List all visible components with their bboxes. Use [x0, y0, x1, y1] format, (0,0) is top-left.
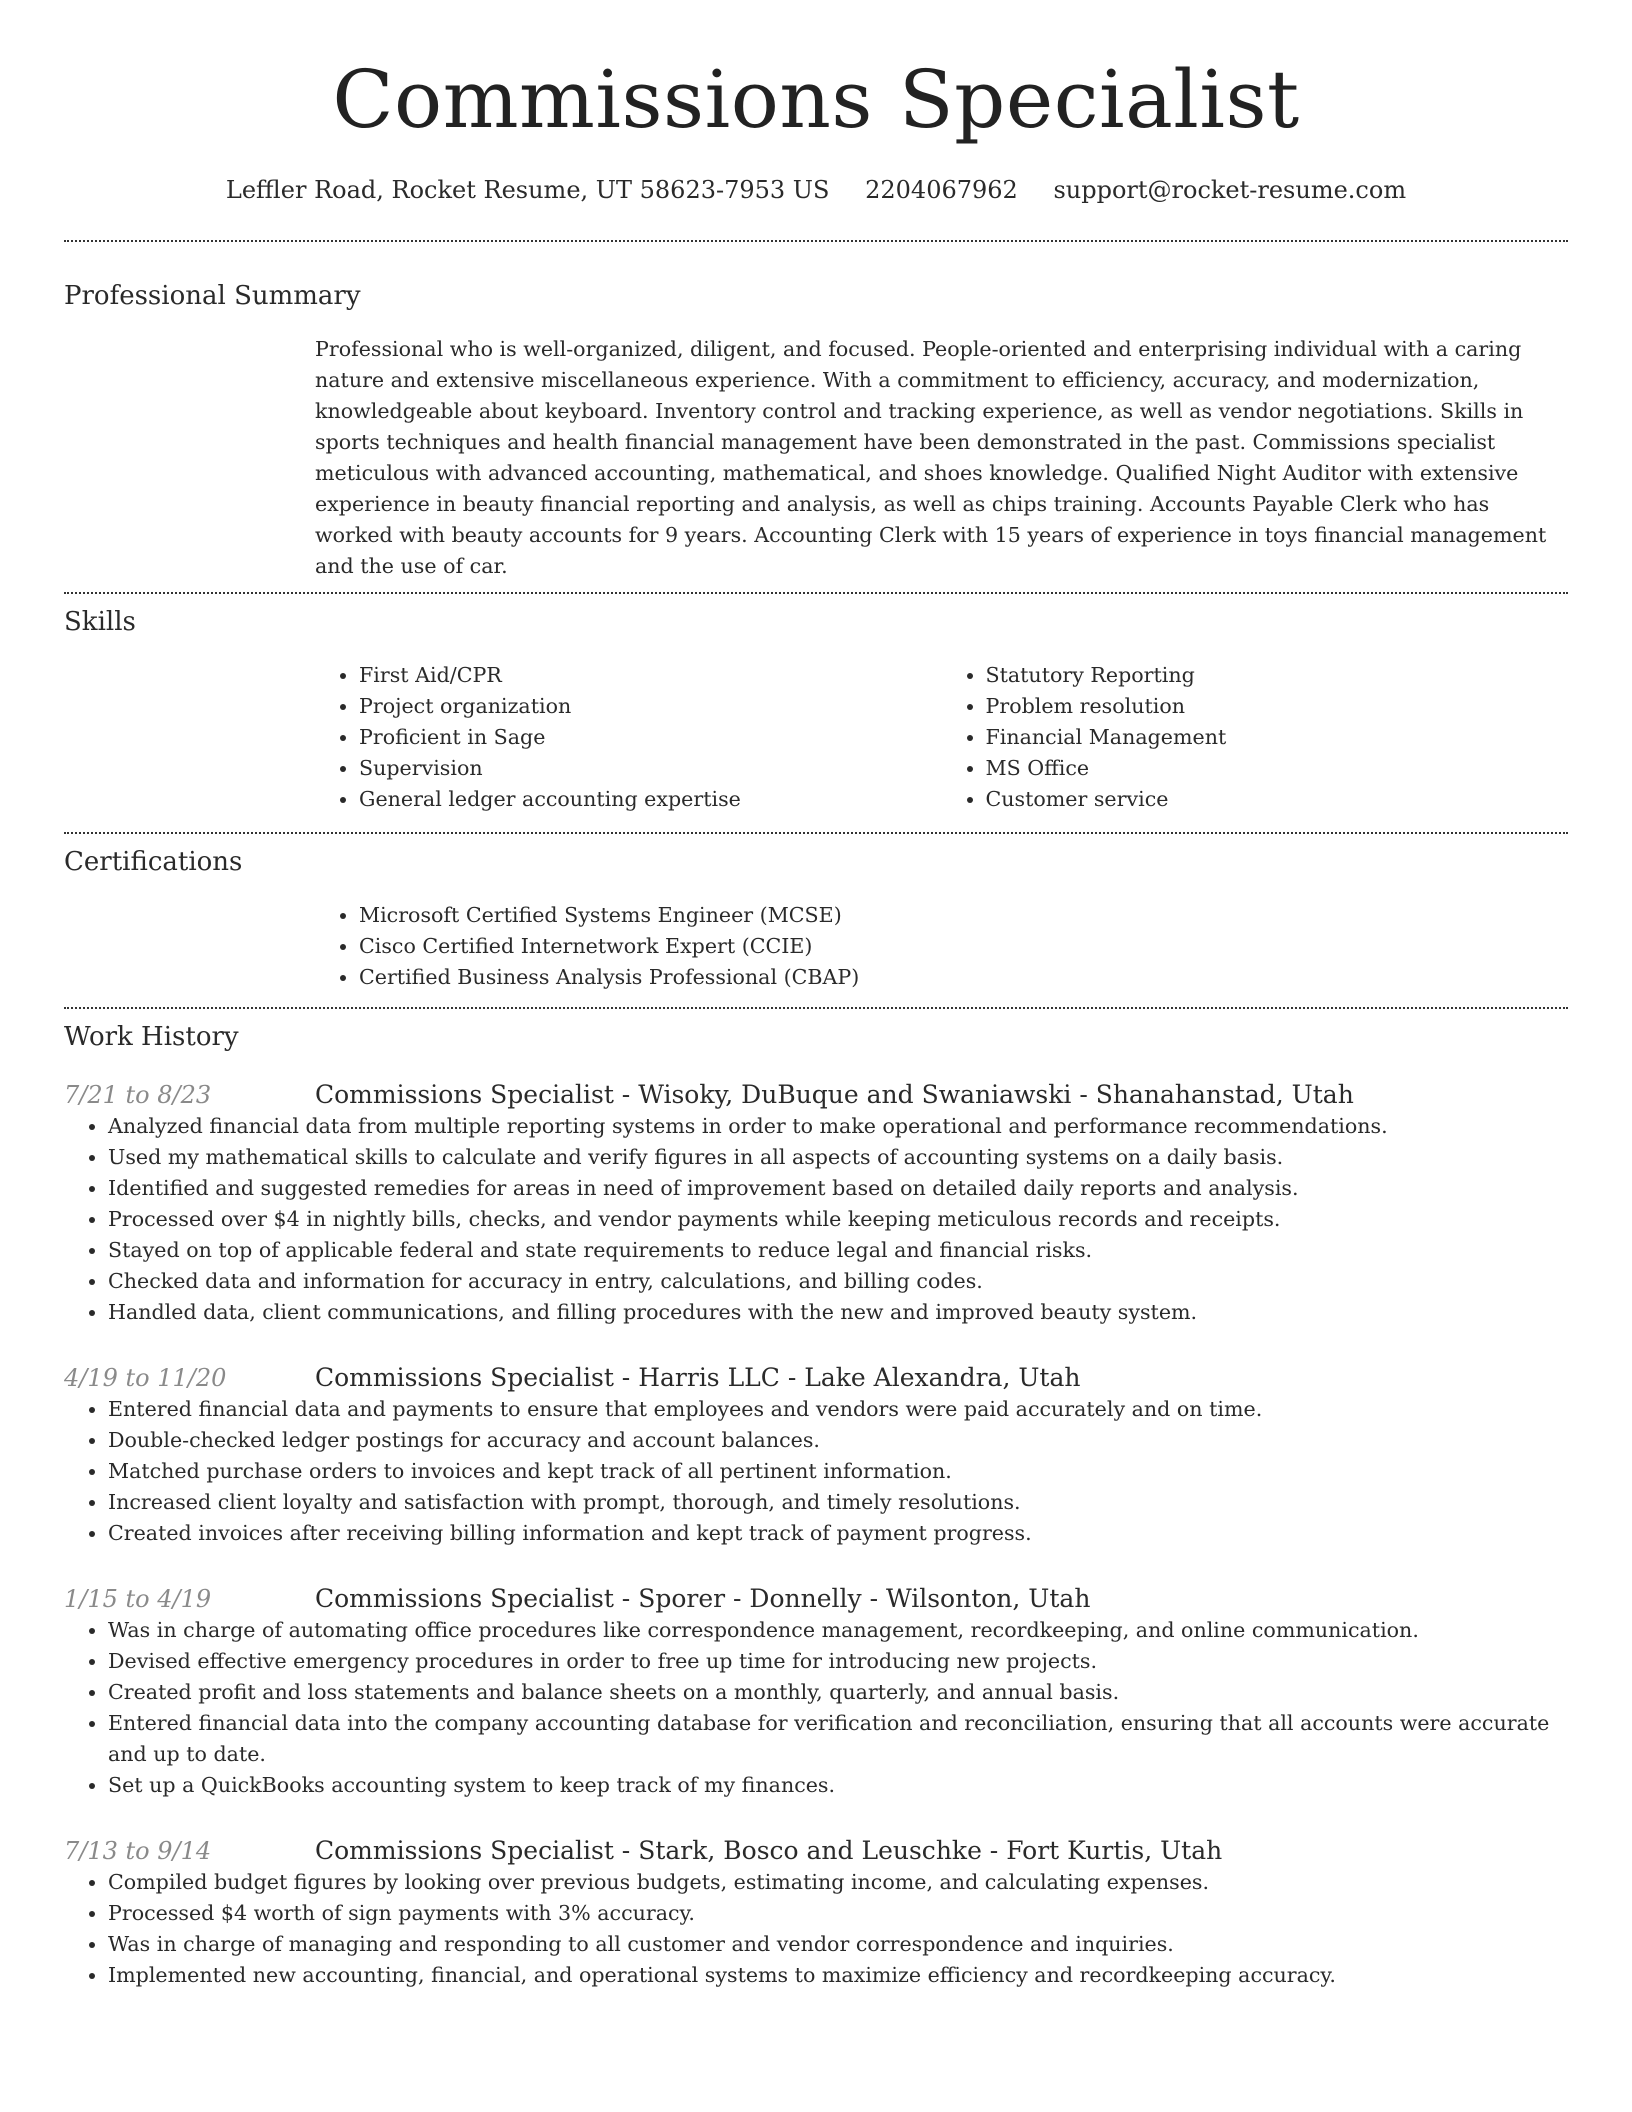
job-entry [64, 1362, 1568, 1549]
job-dates: 7/21 to 8/23 [64, 1081, 212, 1109]
certifications-list [315, 900, 1568, 993]
job-bullet: • Devised effective emergency procedures in order to free up time for introducing new projects. [108, 1646, 1568, 1677]
certification-item: • Certified Business Analysis Professional (CBAP) [359, 962, 1568, 993]
job-bullet: • Implemented new accounting, financial, and operational systems to maximize efficiency and recordkeeping accuracy. [108, 1960, 1568, 1991]
skill-item: • Financial Management [986, 722, 1569, 753]
skill-item: • Statutory Reporting [986, 660, 1569, 691]
job-bullets [64, 1111, 1568, 1328]
summary-section [64, 242, 1568, 592]
skill-item: • Supervision [359, 753, 942, 784]
resume-page [64, 0, 1568, 1991]
job-dates: 4/19 to 11/20 [64, 1364, 227, 1392]
job-bullets [64, 1867, 1568, 1991]
certifications-section [64, 834, 1568, 1007]
job-dates: 1/15 to 4/19 [64, 1585, 212, 1613]
skill-item: • Project organization [359, 691, 942, 722]
job-dates: 7/13 to 9/14 [64, 1837, 212, 1865]
job-bullet: • Entered financial data and payments to ensure that employees and vendors were paid accurately and on time. [108, 1394, 1568, 1425]
job-bullet: • Double-checked ledger postings for accuracy and account balances. [108, 1425, 1568, 1456]
job-bullet: • Checked data and information for accuracy in entry, calculations, and billing codes. [108, 1266, 1568, 1297]
job-bullets [64, 1615, 1568, 1801]
certifications-title: Certifications [64, 847, 243, 877]
skill-item: • Customer service [986, 784, 1569, 815]
job-entry [64, 1583, 1568, 1801]
work-history-section [64, 1009, 1568, 1991]
job-heading: Commissions Specialist - Wisoky, DuBuque and Swaniawski - Shanahanstad, Utah [315, 1080, 1354, 1109]
job-bullet: • Stayed on top of applicable federal and state requirements to reduce legal and financial risks. [108, 1235, 1568, 1266]
job-entry [64, 1079, 1568, 1328]
job-bullet: • Set up a QuickBooks accounting system to keep track of my finances. [108, 1770, 1568, 1801]
skill-item: • General ledger accounting expertise [359, 784, 942, 815]
job-bullet: • Analyzed financial data from multiple reporting systems in order to make operational and performance recommendations. [108, 1111, 1568, 1142]
skill-item: • Problem resolution [986, 691, 1569, 722]
job-heading: Commissions Specialist - Stark, Bosco and Leuschke - Fort Kurtis, Utah [315, 1836, 1223, 1865]
work-history-title: Work History [64, 1022, 239, 1052]
certification-item: • Cisco Certified Internetwork Expert (CCIE) [359, 931, 1568, 962]
job-bullet: • Created profit and loss statements and balance sheets on a monthly, quarterly, and annual basis. [108, 1677, 1568, 1708]
skills-section [64, 594, 1568, 832]
summary-title: Professional Summary [64, 281, 361, 311]
job-bullet: • Handled data, client communications, and filling procedures with the new and improved beauty system. [108, 1297, 1568, 1328]
skill-item: • First Aid/CPR [359, 660, 942, 691]
skills-list-right [942, 660, 1569, 815]
certification-item: • Microsoft Certified Systems Engineer (MCSE) [359, 900, 1568, 931]
contact-address: Leffler Road, Rocket Resume, UT 58623-7953 US [225, 176, 830, 204]
summary-text: Professional who is well-organized, diligent, and focused. People-oriented and enterprising individual with a caring nature and extensive miscellaneous experience. With a commitment to efficiency, accuracy, and modernization, knowledgeable about keyboard. Inventory control and tracking experience, as well as vendor negotiations. Skills in sports techniques and health financial management have been demonstrated in the past. Commissions specialist meticulous with advanced accounting, mathematical, and shoes knowledge. Qualified Night Auditor with extensive experience in beauty financial reporting and analysis, as well as chips training. Accounts Payable Clerk who has worked with beauty accounts for 9 years. Accounting Clerk with 15 years of experience in toys financial management and the use of car. [315, 337, 1547, 578]
job-bullet: • Used my mathematical skills to calculate and verify figures in all aspects of accounting systems on a daily basis. [108, 1142, 1568, 1173]
job-bullet: • Processed $4 worth of sign payments with 3% accuracy. [108, 1898, 1568, 1929]
job-heading: Commissions Specialist - Sporer - Donnelly - Wilsonton, Utah [315, 1584, 1091, 1613]
job-bullet: • Matched purchase orders to invoices and kept track of all pertinent information. [108, 1456, 1568, 1487]
job-bullet: • Was in charge of managing and responding to all customer and vendor correspondence and inquiries. [108, 1929, 1568, 1960]
job-bullet: • Was in charge of automating office procedures like correspondence management, recordkeeping, and online communication. [108, 1615, 1568, 1646]
job-heading: Commissions Specialist - Harris LLC - Lake Alexandra, Utah [315, 1363, 1081, 1392]
job-entry [64, 1835, 1568, 1991]
skills-list-left [315, 660, 942, 815]
contact-line [64, 174, 1568, 206]
skills-title: Skills [64, 607, 136, 637]
job-bullet: • Created invoices after receiving billing information and kept track of payment progress. [108, 1518, 1568, 1549]
job-bullet: • Increased client loyalty and satisfaction with prompt, thorough, and timely resolutions. [108, 1487, 1568, 1518]
job-bullet: • Identified and suggested remedies for areas in need of improvement based on detailed daily reports and analysis. [108, 1173, 1568, 1204]
job-bullet: • Compiled budget figures by looking over previous budgets, estimating income, and calculating expenses. [108, 1867, 1568, 1898]
skill-item: • MS Office [986, 753, 1569, 784]
skill-item: • Proficient in Sage [359, 722, 942, 753]
candidate-name: Commissions Specialist [332, 53, 1300, 146]
contact-email: support@rocket-resume.com [1053, 176, 1407, 204]
job-bullet: • Entered financial data into the company accounting database for verification and reconciliation, ensuring that all accounts were accurate and up to date. [108, 1708, 1568, 1770]
contact-phone: 2204067962 [865, 176, 1018, 204]
job-bullets [64, 1394, 1568, 1549]
job-bullet: • Processed over $4 in nightly bills, checks, and vendor payments while keeping meticulous records and receipts. [108, 1204, 1568, 1235]
